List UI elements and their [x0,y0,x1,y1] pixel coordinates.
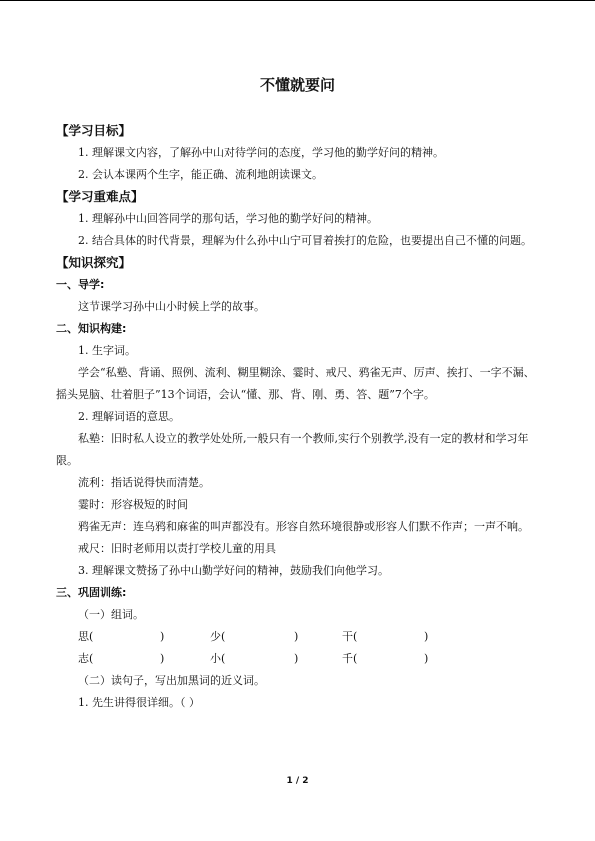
word-group-char: 干( [342,630,358,643]
page-number: 1 / 2 [286,776,309,786]
practice-part-2: （二）读句子，写出加黑词的近义词。 [78,674,265,687]
word-group-row-1 [56,626,542,648]
definition-jiechi: 戒尺：旧时老师用以责打学校儿童的用具 [78,542,276,555]
word-group-char: 小( [210,652,226,665]
guide-text: 这节课学习孙中山小时候上学的故事。 [78,300,265,313]
definition-yaque: 鸦雀无声：连乌鸦和麻雀的叫声都没有。形容自然环境很静或形容人们默不作声；一声不响。 [78,520,529,533]
key-point-item-1: 1. 理解孙中山回答同学的那句话，学习他的勤学好问的精神。 [78,212,378,225]
word-group-close: ) [160,652,165,665]
goal-item-2: 2. 会认本课两个生字，能正确、流利地朗读课文。 [78,168,323,181]
practice-heading: 三、巩固训练: [56,586,127,599]
word-group-close: ) [160,630,165,643]
vocab-paragraph: 学会“私塾、背诵、照例、流利、糊里糊涂、霎时、戒尺、鸦雀无声、厉声、挨打、一字不漏、摇头晃脑、壮着胆子”13个词语，会认“懂、那、背、刚、勇、答、题”7个字。 [56,366,535,401]
word-group-close: ) [294,630,299,643]
build-item-2: 2. 理解词语的意思。 [78,410,180,423]
key-point-item-2: 2. 结合具体的时代背景，理解为什么孙中山宁可冒着挨打的危险，也要提出自己不懂的问题。 [78,234,532,247]
key-points-heading: 【学习重难点】 [56,189,144,204]
practice-part-1: （一）组词。 [78,608,144,621]
document-body [56,120,542,714]
word-group-char: 千( [342,652,358,665]
word-group-close: ) [424,652,429,665]
goals-heading: 【学习目标】 [56,123,132,138]
practice-question-1: 1. 先生讲得很详细。（ ） [78,696,200,709]
word-group-char: 思( [78,630,94,643]
word-group-char: 少( [210,630,226,643]
word-group-char: 志( [78,652,94,665]
goal-item-1: 1. 理解课文内容，了解孙中山对待学问的态度，学习他的勤学好问的精神。 [78,146,444,159]
definition-shashi: 霎时：形容极短的时间 [78,498,188,511]
top-rule [0,0,595,1]
definition-sishu: 私塾：旧时私人设立的教学处处所,一般只有一个教师,实行个别教学,没有一定的教材和学习年限。 [56,432,529,467]
explore-heading: 【知识探究】 [56,255,132,270]
definition-liuli: 流利：指话说得快而清楚。 [78,476,210,489]
page-title: 不懂就要问 [259,76,335,94]
word-group-close: ) [424,630,429,643]
word-group-row-2 [56,648,542,670]
build-item-1: 1. 生字词。 [78,344,136,357]
build-heading: 二、知识构建: [56,322,127,335]
word-group-close: ) [294,652,299,665]
build-item-3: 3. 理解课文赞扬了孙中山勤学好问的精神，鼓励我们向他学习。 [78,564,389,577]
guide-heading: 一、导学: [56,278,105,291]
